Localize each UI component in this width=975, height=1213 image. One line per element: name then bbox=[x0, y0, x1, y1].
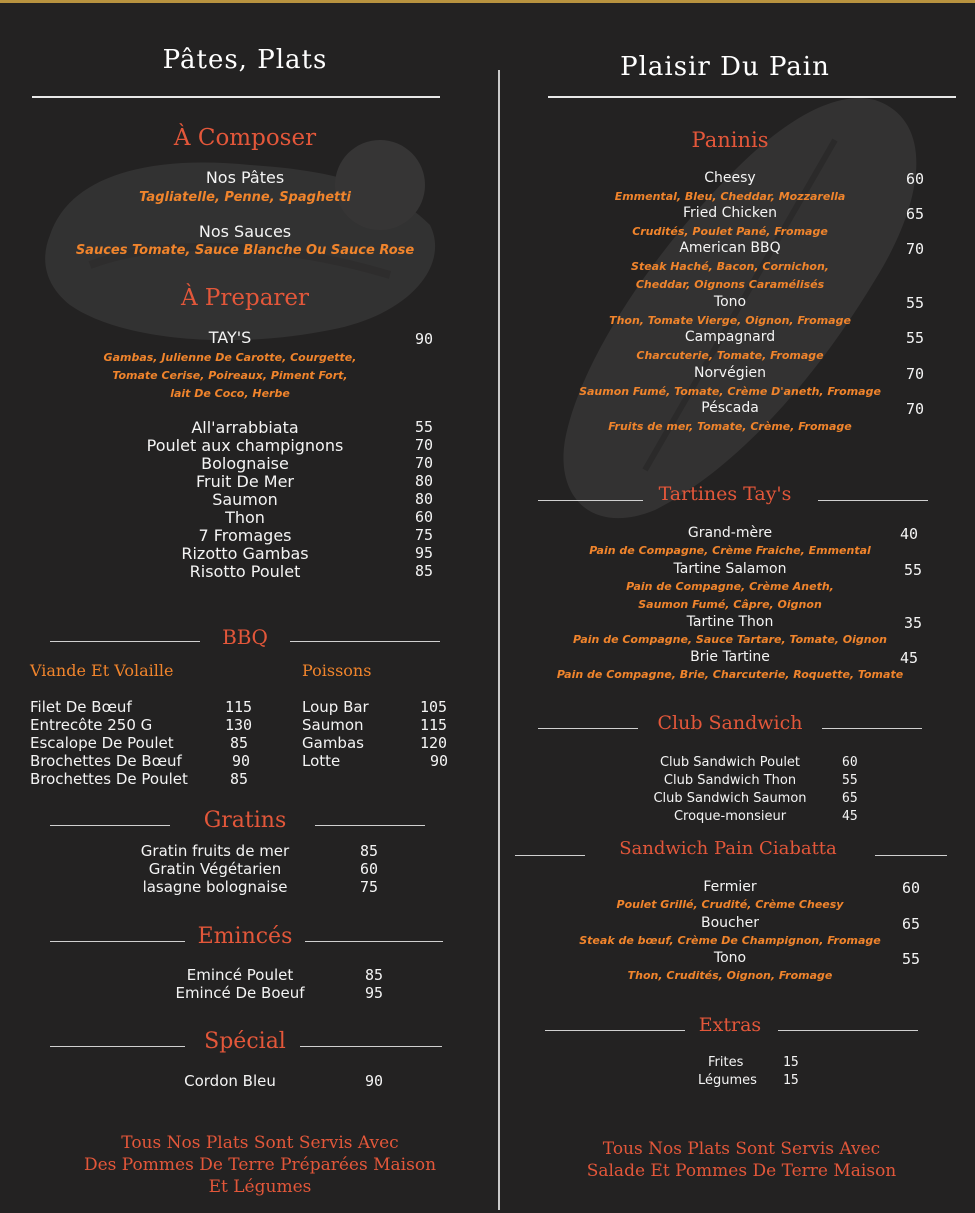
list-item: Poulet aux champignons 70 bbox=[146, 436, 434, 455]
section-heading-paninis: Paninis bbox=[691, 128, 769, 152]
section-heading-ciabatta: Sandwich Pain Ciabatta bbox=[619, 838, 837, 859]
section-heading-gratins: Gratins bbox=[203, 808, 287, 833]
right-footer-note: Tous Nos Plats Sont Servis Avec Salade Et Pommes De Terre Maison bbox=[586, 1139, 897, 1181]
section-heading-bbq: BBQ bbox=[222, 625, 268, 649]
ciabatta-rule-right bbox=[875, 855, 947, 856]
section-heading-composer: À Composer bbox=[173, 125, 317, 151]
extras-rule-left bbox=[545, 1030, 685, 1031]
tays-name: TAY'S bbox=[208, 328, 252, 347]
eminces-rule-right bbox=[305, 941, 443, 942]
list-item: Risotto Poulet 85 bbox=[189, 562, 434, 581]
section-heading-eminces: Emincés bbox=[197, 924, 293, 949]
tartines-rule-left bbox=[538, 500, 643, 501]
title-rule bbox=[32, 96, 440, 98]
list-item: 7 Fromages 75 bbox=[198, 526, 434, 545]
menu-page: Pâtes, Plats À Composer Nos Pâtes Tagliatelle, Penne, Spaghetti Nos Sauces Sauces Tomate, Sauce Blanche Ou Sauce Rose À Preparer TAY'S 90 Gambas, Julienne De Carotte, Courgette, Tomate Cerise, Poireaux, Piment Fort, lait De Coco, Herbe All'arrabbiata 55 Poulet aux champignons 70 Bolognaise 70 Fruit De Mer 80 Saumon 80 Thon 60 7 Fromages 75 Rizotto Gambas 95 Risotto Poulet 85 BBQ Viande Et Volaille Poissons Filet De Bœuf 115 Entrecôte 250 G 130 Escalope De Poulet 85 Brochettes De Bœuf 90 Brochettes De Poulet 85 Loup Bar 105 Saumon 115 Gambas 120 Lotte 90 Gratins Gratin fruits de mer 85 Gratin Végétarien 60 lasagne bolognaise 75 Emincés Emincé Poulet 85 Emincé De Boeuf 95 Spécial Cordon Bleu 90 Tous Nos Plats Sont Servis Avec Des Pommes De Terre Préparées Maison Et Légumes Plaisir Du Pain Paninis Cheesy 60 Emmental, Bleu, Cheddar, Mozzarella Fried Chicken 65 Crudités, Poulet Pané, Fromage American BBQ 70 Steak Haché, Bacon, Cornichon, Cheddar, Oignons Caramélisés Tono 55 Thon, Tomate Vierge, Oignon, Fromage Campagnard 55 Charcuterie, Tomate, Fromage Norvégien 70 Saumon Fumé, Tomate, Crème D'aneth, Fromage Péscada 70 Fruits de mer, Tomate, Crème, Fromage Tartines Tay's Grand-mère 40 Pain de Compagne, Crème Fraiche, Emmental Tartine Salamon 55 Pain de Compagne, Crème Aneth, Saumon Fumé, Câpre, Oignon Tartine Thon 35 Pain de Compagne, Sauce Tartare, Tomate, Oignon Brie Tartine 45 Pain de Compagne, Brie, Charcuterie, Roquette, Tomate Club Sandwich Club Sandwich Poulet 60 Club Sandwich Thon 55 Club Sandwich Saumon 65 Croque-monsieur 45 Sandwich Pain Ciabatta Fermier 60 Poulet Grillé, Crudité, Crème Cheesy Boucher 65 Steak de bœuf, Crème De Champignon, Fromage Tono 55 Thon, Crudités, Oignon, Fromage Extras Frites 15 Légumes 15 Tous Nos Plats Sont Servis Avec Salade Et Pommes De Terre Maison bbox=[0, 0, 975, 1213]
viande-label: Viande Et Volaille bbox=[30, 661, 174, 680]
pates-list: Tagliatelle, Penne, Spaghetti bbox=[139, 190, 351, 205]
special-rule-right bbox=[300, 1046, 442, 1047]
list-item: Thon 60 bbox=[225, 508, 434, 527]
club-rule-left bbox=[538, 728, 638, 729]
title-rule bbox=[548, 96, 956, 98]
left-column-title: Pâtes, Plats bbox=[162, 45, 328, 75]
tays-desc-3: lait De Coco, Herbe bbox=[170, 387, 290, 400]
section-heading-preparer: À Preparer bbox=[180, 285, 310, 311]
ciabatta-rule-left bbox=[515, 855, 585, 856]
pates-label: Nos Pâtes bbox=[205, 168, 285, 187]
bbq-rule-right bbox=[290, 641, 440, 642]
list-item: Saumon 80 bbox=[212, 490, 434, 509]
section-heading-club: Club Sandwich bbox=[657, 712, 803, 734]
tartines-rule-right bbox=[818, 500, 928, 501]
left-footer-note: Tous Nos Plats Sont Servis Avec Des Pommes De Terre Préparées Maison Et Légumes bbox=[83, 1133, 437, 1197]
club-rule-right bbox=[822, 728, 922, 729]
right-column-title: Plaisir Du Pain bbox=[620, 52, 830, 82]
sauces-list: Sauces Tomate, Sauce Blanche Ou Sauce Rose bbox=[75, 243, 415, 258]
list-item: Fruit De Mer 80 bbox=[195, 472, 434, 491]
list-item: Rizotto Gambas 95 bbox=[181, 544, 434, 563]
list-item: Bolognaise 70 bbox=[201, 454, 434, 473]
section-heading-tartines: Tartines Tay's bbox=[658, 483, 792, 505]
poissons-label: Poissons bbox=[302, 661, 372, 680]
tays-desc-1: Gambas, Julienne De Carotte, Courgette, bbox=[103, 351, 357, 364]
section-heading-special: Spécial bbox=[204, 1029, 286, 1054]
sauces-label: Nos Sauces bbox=[198, 222, 292, 241]
list-item: All'arrabbiata 55 bbox=[191, 418, 434, 437]
column-divider bbox=[498, 70, 500, 1210]
extras-rule-right bbox=[778, 1030, 918, 1031]
tays-desc-2: Tomate Cerise, Poireaux, Piment Fort, bbox=[112, 369, 348, 382]
gratins-rule-right bbox=[315, 825, 425, 826]
top-border bbox=[0, 0, 975, 3]
tays-price: 90 bbox=[415, 330, 434, 348]
section-heading-extras: Extras bbox=[698, 1014, 762, 1036]
